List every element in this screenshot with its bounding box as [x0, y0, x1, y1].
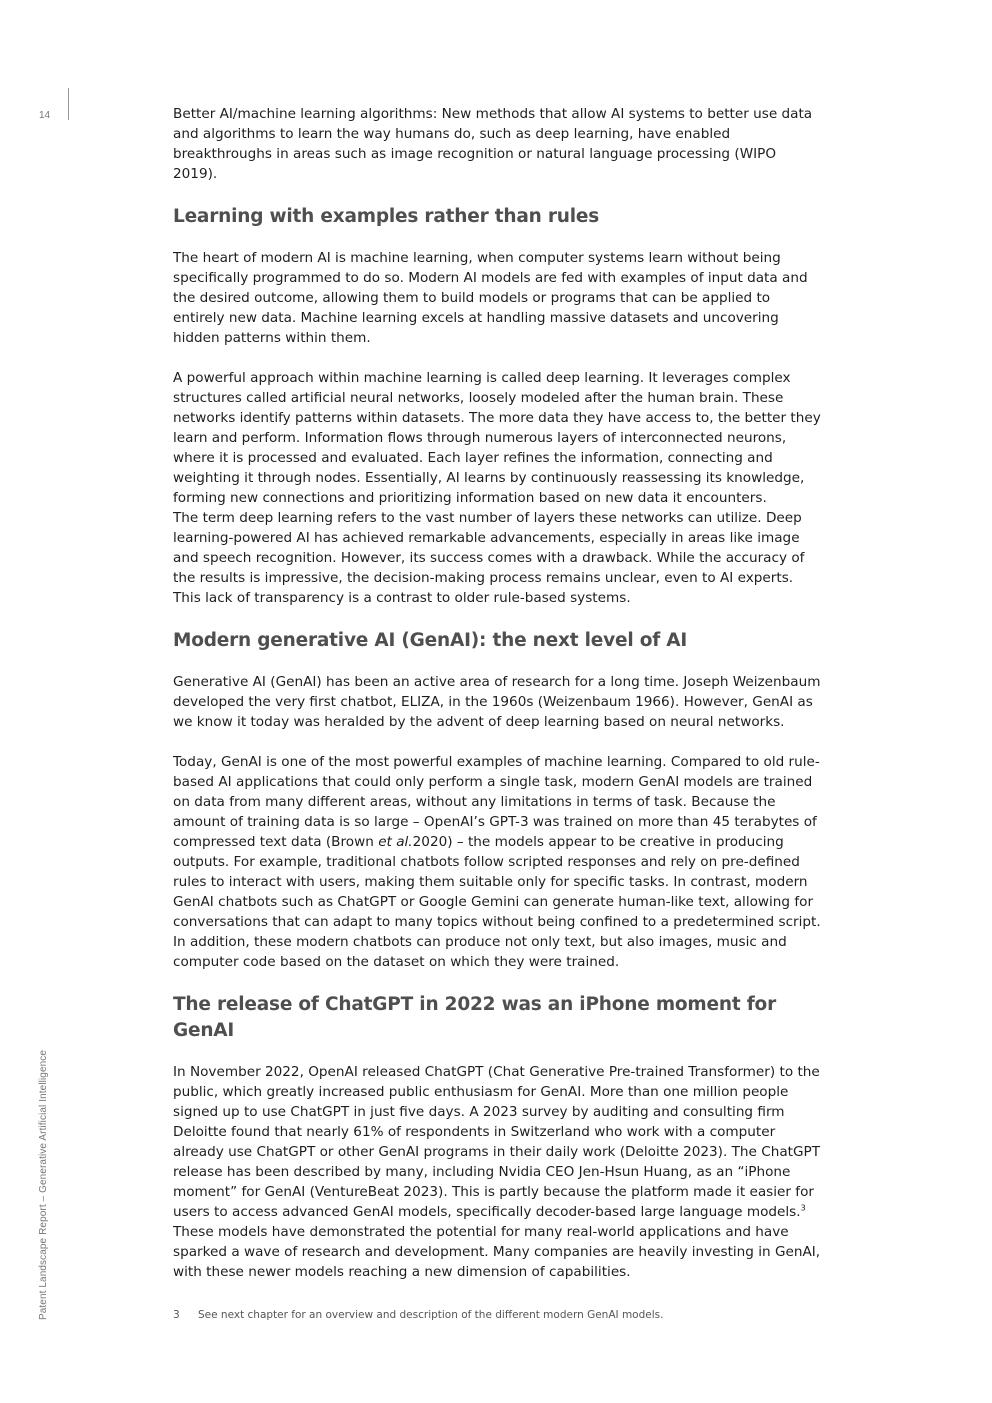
- citation-et-al: et al.: [378, 834, 413, 850]
- paragraph: Generative AI (GenAI) has been an active area of research for a long time. Joseph Weizenbaum developed the very first chatbot, ELIZA, in the 1960s (Weizenbaum 1966). However, GenAI as we know it today was heralded by the advent of deep learning based on neural networks.: [173, 674, 821, 730]
- running-title: Patent Landscape Report – Generative Artificial Intelligence: [38, 1049, 49, 1320]
- paragraph: [173, 752, 823, 972]
- footnote-number: 3: [173, 1309, 180, 1321]
- paragraph-text: Today, GenAI is one of the most powerful examples of machine learning. Compared to old rule-based AI applications that could only perform a single task, modern GenAI models are trained on data from many different areas, without any limitations in terms of task. Because the amount of training data is so large – OpenAI’s GPT-3 was trained on more than 45 terabytes of compressed text data (Brown: [173, 754, 820, 850]
- paragraph: The term deep learning refers to the vast number of layers these networks can utilize. Deep learning-powered AI has achieved remarkable advancements, especially in areas like image and speech recognition. However, its success comes with a drawback. While the accuracy of the results is impressive, the decision-making process remains unclear, even to AI experts. This lack of transparency is a contrast to older rule-based systems.: [173, 510, 805, 606]
- paragraph: [173, 1062, 823, 1282]
- intro-paragraph: Better AI/machine learning algorithms: New methods that allow AI systems to better use data and algorithms to learn the way humans do, such as deep learning, have enabled breakthroughs in areas such as image recognition or natural language processing (WIPO 2019).: [173, 106, 813, 182]
- section-heading-genai: Modern generative AI (GenAI): the next level of AI: [173, 630, 688, 651]
- paragraph-text: These models have demonstrated the potential for many real-world applications and have sparked a wave of research and development. Many companies are heavily investing in GenAI, with these newer models reaching a new dimension of capabilities.: [173, 1224, 821, 1280]
- section-heading-chatgpt: The release of ChatGPT in 2022 was an iPhone moment for GenAI: [173, 994, 776, 1041]
- margin-rule: [68, 88, 69, 120]
- paragraph-text: In November 2022, OpenAI released ChatGPT (Chat Generative Pre-trained Transformer) to the public, which greatly increased public enthusiasm for GenAI. More than one million people signed up to use ChatGPT in just five days. A 2023 survey by auditing and consulting firm Deloitte found that nearly 61% of respondents in Switzerland who work with a computer already use ChatGPT or other GenAI programs in their daily work (Deloitte 2023). The ChatGPT release has been described by many, including Nvidia CEO Jen-Hsun Huang, as an “iPhone moment” for GenAI (VentureBeat 2023). This is partly because the platform made it easier for users to access advanced GenAI models, specifically decoder-based large language models.: [173, 1064, 821, 1220]
- section-heading-learning: Learning with examples rather than rules: [173, 206, 600, 227]
- main-content: [173, 104, 823, 1302]
- paragraph: The heart of modern AI is machine learning, when computer systems learn without being specifically programmed to do so. Modern AI models are fed with examples of input data and the desired outcome, allowing them to build models or programs that can be applied to entirely new data. Machine learning excels at handling massive datasets and uncovering hidden patterns within them.: [173, 250, 808, 346]
- paragraph-text: 2020) – the models appear to be creative in producing outputs. For example, traditional chatbots follow scripted responses and rely on pre-defined rules to interact with users, making them suitable only for specific tasks. In contrast, modern GenAI chatbots such as ChatGPT or Google Gemini can generate human-like text, allowing for conversations that can adapt to many topics without being confined to a predetermined script. In addition, these modern chatbots can produce not only text, but also images, music and computer code based on the dataset on which they were trained.: [173, 834, 821, 970]
- footnote-reference[interactable]: 3: [800, 1203, 806, 1213]
- footnote: [173, 1307, 663, 1323]
- paragraph: A powerful approach within machine learning is called deep learning. It leverages complex structures called artificial neural networks, loosely modeled after the human brain. These networks identify patterns within datasets. The more data they have access to, the better they learn and perform. Information flows through numerous layers of interconnected neurons, where it is processed and evaluated. Each layer refines the information, connecting and weighting it through nodes. Essentially, AI learns by continuously reassessing its knowledge, forming new connections and prioritizing information based on new data it encounters.: [173, 370, 821, 506]
- page-number: 14: [39, 110, 51, 121]
- footnote-text: See next chapter for an overview and description of the different modern GenAI models.: [198, 1309, 664, 1321]
